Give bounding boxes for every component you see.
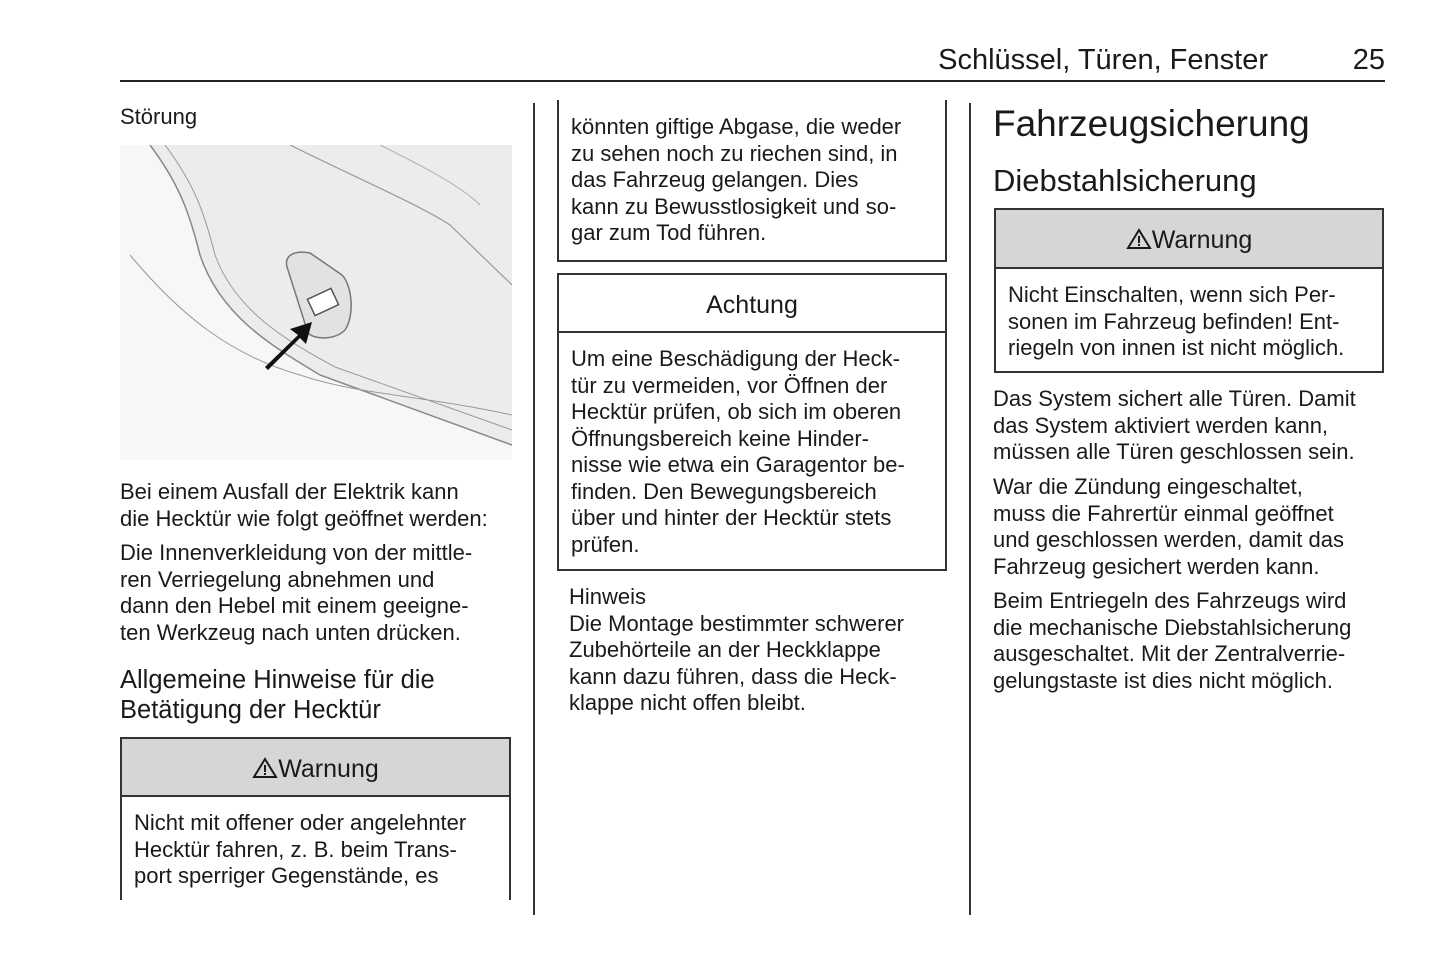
text-line: muss die Fahrertür einmal geöffnet bbox=[993, 500, 1334, 526]
col1-paragraph-2 bbox=[120, 540, 520, 646]
text-line: könnten giftige Abgase, die weder bbox=[571, 114, 902, 139]
warning-triangle-icon bbox=[252, 757, 278, 779]
warning-box-body bbox=[996, 269, 1382, 362]
tailgate-illustration-svg bbox=[120, 145, 512, 460]
text-line: Hecktür fahren, z. B. beim Trans- bbox=[134, 836, 457, 862]
text-line: gar zum Tod führen. bbox=[571, 220, 767, 245]
caution-title: Achtung bbox=[706, 291, 798, 319]
text-line: Nicht mit offener oder angelehnter bbox=[134, 810, 467, 835]
section-heading-diebstahlsicherung: Diebstahlsicherung bbox=[993, 163, 1257, 198]
warning-box-col3 bbox=[994, 208, 1384, 373]
text-line: dann den Hebel mit einem geeigne- bbox=[120, 593, 469, 618]
heading-line: Allgemeine Hinweise für die bbox=[120, 666, 435, 694]
warning-box-header bbox=[122, 739, 509, 797]
header-rule bbox=[120, 80, 1385, 82]
warning-box-col1 bbox=[120, 737, 511, 900]
text-line: klappe nicht offen bleibt. bbox=[569, 690, 806, 715]
text-line: finden. Den Bewegungsbereich bbox=[571, 478, 877, 504]
text-line: über und hinter der Hecktür stets bbox=[571, 505, 892, 530]
text-line: sonen im Fahrzeug befinden! Ent- bbox=[1008, 308, 1340, 334]
caution-box-header bbox=[559, 275, 945, 333]
text-line: Beim Entriegeln des Fahrzeugs wird bbox=[993, 588, 1347, 613]
text-line: Die Innenverkleidung von der mittle- bbox=[120, 540, 473, 565]
subheading-stoerung: Störung bbox=[120, 104, 198, 129]
col3-paragraph-2 bbox=[993, 474, 1393, 580]
col1-paragraph-1 bbox=[120, 479, 520, 532]
caution-box bbox=[557, 273, 947, 571]
text-line: Fahrzeug gesichert werden kann. bbox=[993, 553, 1320, 579]
col3-paragraph-3 bbox=[993, 588, 1393, 694]
text-line: zu sehen noch zu riechen sind, in bbox=[571, 140, 898, 166]
warning-title: Warnung bbox=[1151, 226, 1253, 254]
text-line: und geschlossen werden, damit das bbox=[993, 527, 1344, 552]
column-divider-left bbox=[533, 103, 535, 915]
col3-paragraph-1 bbox=[993, 386, 1393, 466]
text-line: prüfen. bbox=[571, 531, 640, 557]
warning-box-body bbox=[122, 797, 509, 890]
text-line: Nicht Einschalten, wenn sich Per- bbox=[1008, 282, 1336, 307]
text-line: ausgeschaltet. Mit der Zentralverrie- bbox=[993, 641, 1346, 666]
page-number: 25 bbox=[1352, 44, 1385, 76]
text-line: ren Verriegelung abnehmen und bbox=[120, 566, 435, 592]
section-heading-hecktuer bbox=[120, 665, 520, 725]
text-line: Bei einem Ausfall der Elektrik kann bbox=[120, 479, 459, 504]
chapter-heading-fahrzeugsicherung: Fahrzeugsicherung bbox=[993, 103, 1310, 144]
text-line: War die Zündung eingeschaltet, bbox=[993, 474, 1303, 499]
text-line: Öffnungsbereich keine Hinder- bbox=[571, 425, 869, 451]
text-line: ten Werkzeug nach unten drücken. bbox=[120, 619, 461, 645]
text-line: kann dazu führen, dass die Heck- bbox=[569, 663, 897, 689]
text-line: die mechanische Diebstahlsicherung bbox=[993, 614, 1352, 640]
caution-box-body bbox=[559, 333, 945, 558]
text-line: gelungstaste ist dies nicht möglich. bbox=[993, 667, 1333, 693]
text-line: riegeln von innen ist nicht möglich. bbox=[1008, 335, 1345, 360]
text-line: Die Montage bestimmter schwerer bbox=[569, 610, 905, 636]
heading-line: Betätigung der Hecktür bbox=[120, 696, 381, 724]
column-divider-right bbox=[969, 103, 971, 915]
note-block bbox=[569, 584, 949, 717]
warning-triangle-icon bbox=[1126, 228, 1152, 250]
text-line: das System aktiviert werden kann, bbox=[993, 412, 1329, 438]
text-line: tür zu vermeiden, vor Öffnen der bbox=[571, 372, 888, 398]
warning-title: Warnung bbox=[278, 755, 379, 783]
warning-continued-body bbox=[559, 100, 945, 247]
text-line: Das System sichert alle Türen. Damit bbox=[993, 386, 1356, 411]
text-line: Um eine Beschädigung der Heck- bbox=[571, 346, 900, 371]
text-line: Hecktür prüfen, ob sich im oberen bbox=[571, 399, 902, 424]
note-title: Hinweis bbox=[569, 584, 647, 609]
text-line: nisse wie etwa ein Garagentor be- bbox=[571, 452, 905, 477]
warning-box-continued bbox=[557, 100, 947, 262]
text-line: das Fahrzeug gelangen. Dies bbox=[571, 167, 859, 192]
text-line: port sperriger Gegenstände, es bbox=[134, 863, 439, 888]
text-line: die Hecktür wie folgt geöffnet werden: bbox=[120, 505, 488, 531]
text-line: kann zu Bewusstlosigkeit und so- bbox=[571, 193, 897, 219]
text-line: müssen alle Türen geschlossen sein. bbox=[993, 439, 1355, 464]
warning-box-header bbox=[996, 210, 1382, 269]
tailgate-release-illustration bbox=[120, 145, 512, 460]
text-line: Zubehörteile an der Heckklappe bbox=[569, 637, 881, 662]
running-header-title: Schlüssel, Türen, Fenster bbox=[938, 44, 1268, 76]
